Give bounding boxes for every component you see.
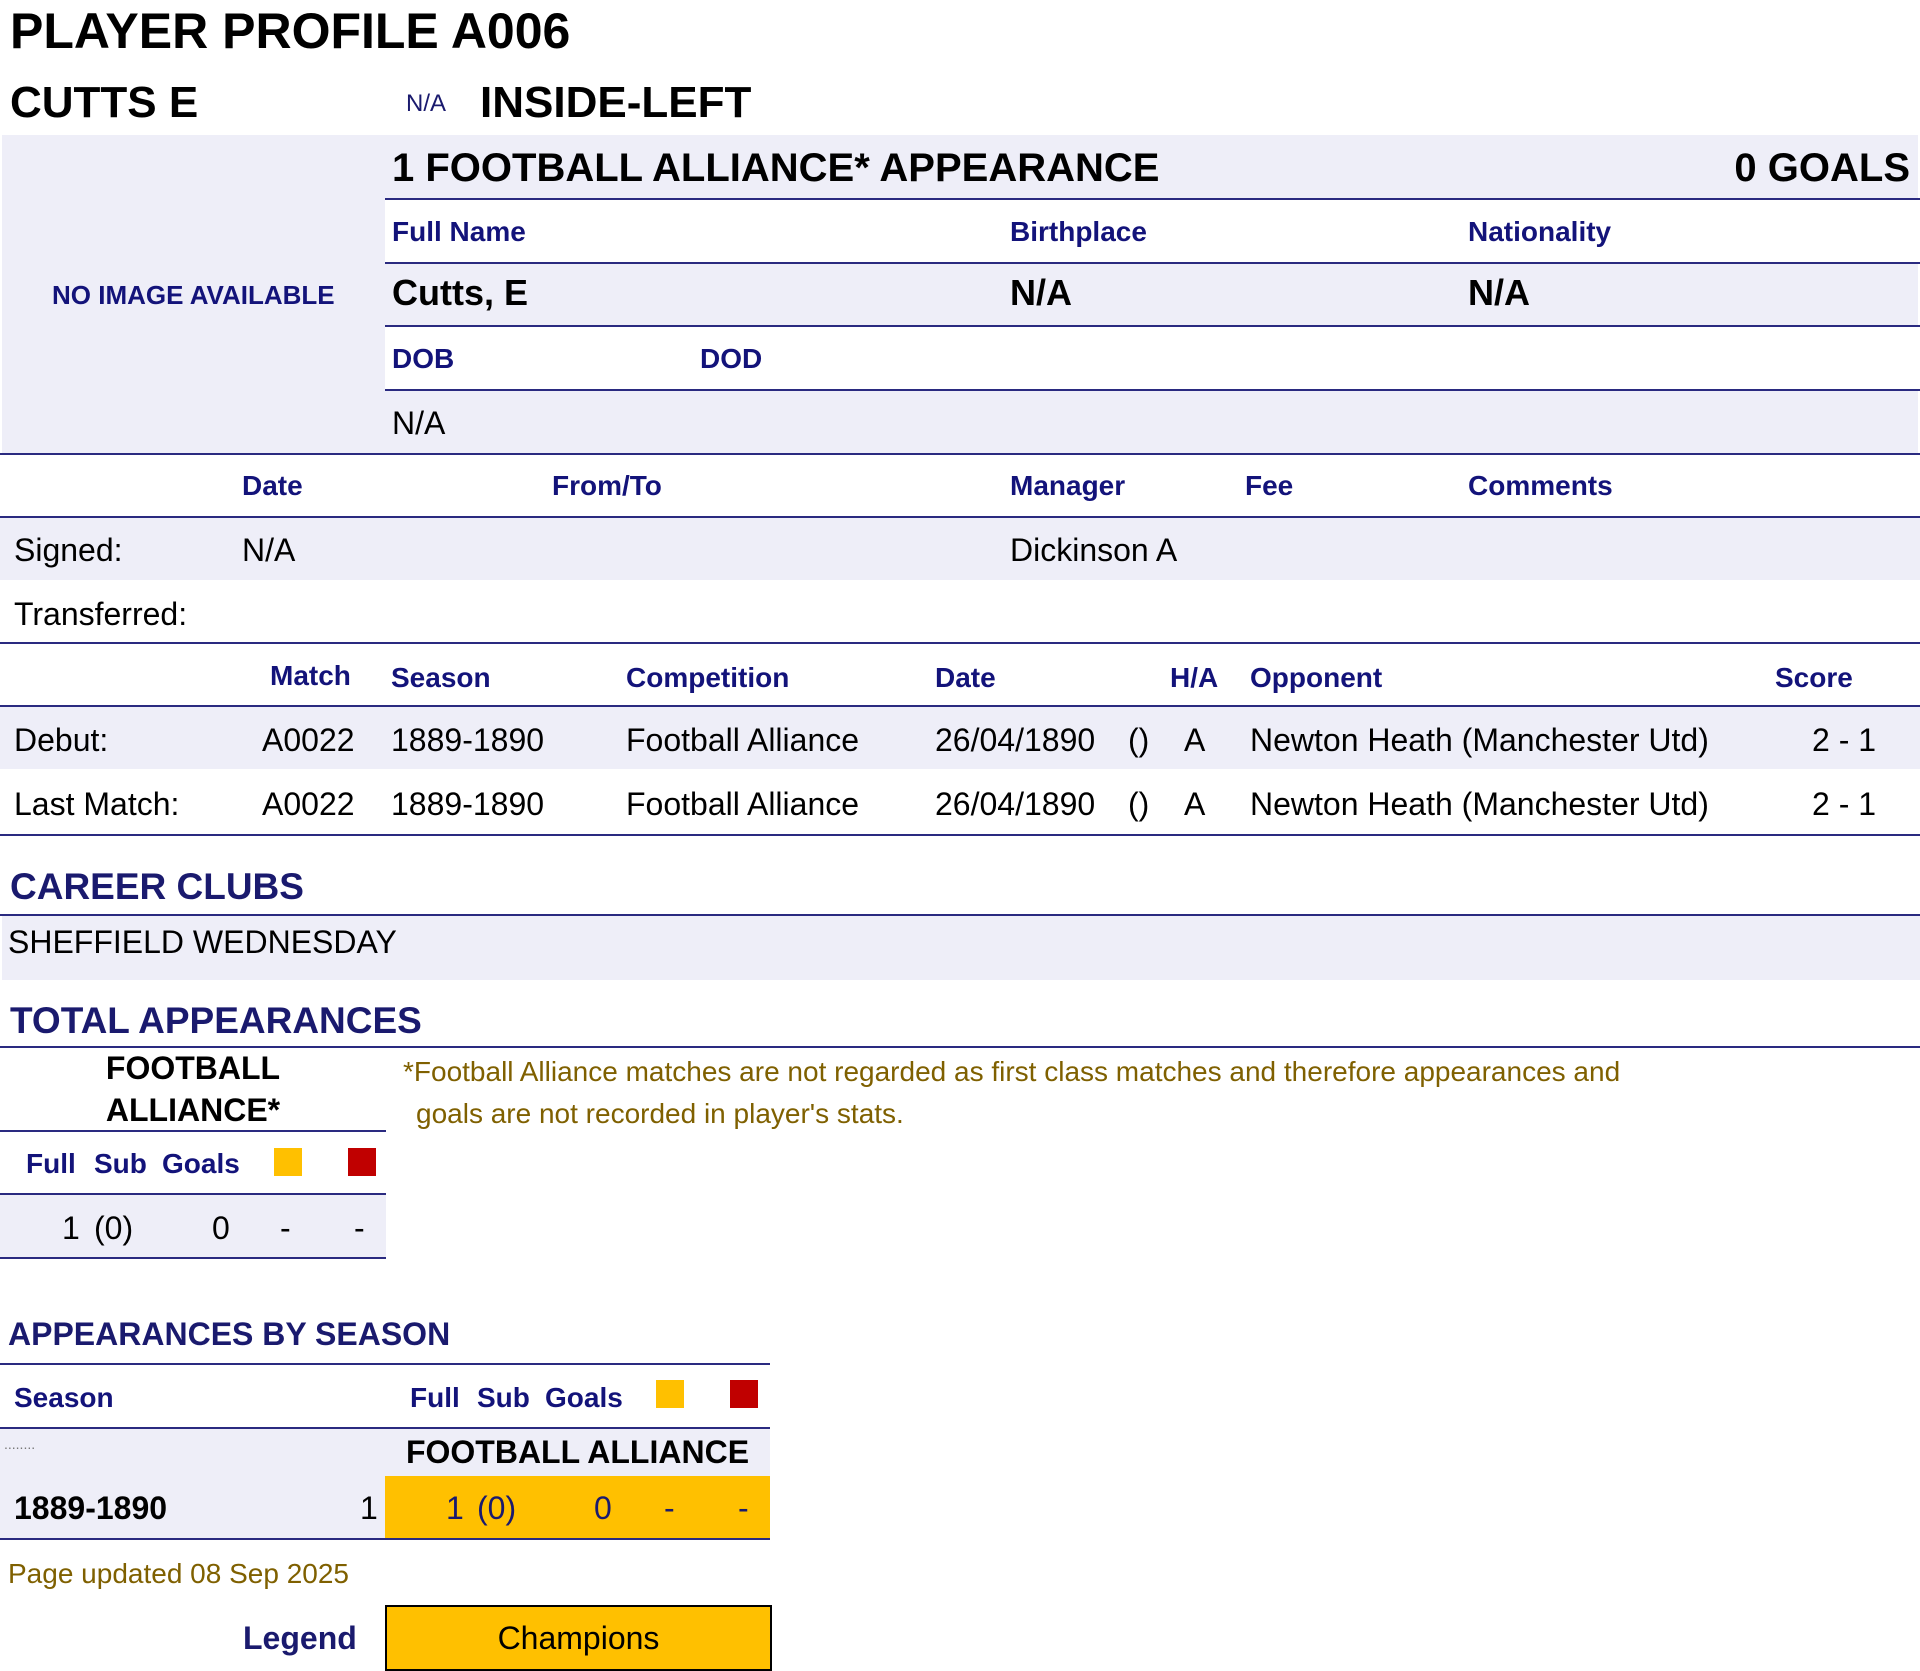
red-card-icon xyxy=(348,1148,376,1176)
divider xyxy=(0,1257,386,1259)
total-competition-line1: FOOTBALL xyxy=(105,1050,281,1086)
legend-champions-label: Champions xyxy=(497,1620,660,1656)
last-match-score: 2 - 1 xyxy=(1812,786,1877,822)
debut-score: 2 - 1 xyxy=(1812,722,1877,758)
signed-label: Signed: xyxy=(14,532,123,568)
season-header: Season xyxy=(391,662,491,693)
total-yellow-value: - xyxy=(280,1210,291,1246)
match-header: Match xyxy=(270,660,351,691)
by-season-yellow: - xyxy=(664,1490,675,1526)
divider xyxy=(0,1046,1920,1048)
birthplace-label: Birthplace xyxy=(1010,216,1147,247)
debut-match[interactable]: A0022 xyxy=(262,722,355,758)
divider xyxy=(0,642,1920,644)
divider xyxy=(385,389,1920,391)
transfer-fee-header: Fee xyxy=(1245,470,1294,501)
nationality-label: Nationality xyxy=(1468,216,1612,247)
dob-label: DOB xyxy=(392,343,455,374)
nationality-value: N/A xyxy=(1468,272,1530,313)
legend-label: Legend xyxy=(243,1620,357,1656)
appearance-summary: 1 FOOTBALL ALLIANCE* APPEARANCE xyxy=(392,146,1160,190)
alliance-note-line2: goals are not recorded in player's stats. xyxy=(416,1098,904,1129)
total-appearances-heading: TOTAL APPEARANCES xyxy=(10,1000,422,1041)
birthplace-value: N/A xyxy=(1010,272,1072,313)
squad-number: N/A xyxy=(406,90,447,117)
total-goals-value: 0 xyxy=(212,1210,230,1246)
bio-label-row xyxy=(385,200,1920,262)
dod-label: DOD xyxy=(700,343,763,374)
goals-summary: 0 GOALS xyxy=(1734,146,1910,190)
debut-extra: () xyxy=(1128,722,1150,758)
yellow-card-icon xyxy=(656,1380,684,1408)
by-season-heading: APPEARANCES BY SEASON xyxy=(8,1316,451,1352)
total-sub-label: Sub xyxy=(94,1148,147,1179)
transfer-from-to-header: From/To xyxy=(552,470,662,501)
yellow-card-icon xyxy=(274,1148,302,1176)
total-full-label: Full xyxy=(26,1148,76,1179)
transferred-label: Transferred: xyxy=(14,596,188,632)
debut-season: 1889-1890 xyxy=(391,722,545,758)
page-updated: Page updated 08 Sep 2025 xyxy=(8,1558,349,1589)
by-season-count: 1 xyxy=(360,1490,378,1526)
transfer-comments-header: Comments xyxy=(1468,470,1613,501)
divider xyxy=(0,1130,386,1132)
by-season-goals-label: Goals xyxy=(545,1382,623,1413)
competition-header: Competition xyxy=(626,662,790,693)
score-header: Score xyxy=(1775,662,1853,693)
debut-date: 26/04/1890 xyxy=(935,722,1096,758)
by-season-full: 1 xyxy=(446,1490,464,1526)
by-season-red: - xyxy=(738,1490,749,1526)
divider xyxy=(0,834,1920,836)
player-position: INSIDE-LEFT xyxy=(480,78,752,127)
total-full-value: 1 xyxy=(62,1210,80,1246)
total-goals-label: Goals xyxy=(162,1148,240,1179)
by-season-full-label: Full xyxy=(410,1382,460,1413)
champions-highlight-cell xyxy=(385,1476,770,1538)
last-match-extra: () xyxy=(1128,786,1150,822)
ha-header: H/A xyxy=(1170,662,1219,693)
full-name-label: Full Name xyxy=(392,216,526,247)
legend-champions xyxy=(385,1605,772,1671)
by-season-sub-label: Sub xyxy=(477,1382,530,1413)
player-short-name: CUTTS E xyxy=(10,78,199,127)
career-clubs-list: SHEFFIELD WEDNESDAY xyxy=(8,924,397,960)
last-match-opponent: Newton Heath (Manchester Utd) xyxy=(1250,786,1709,822)
last-match-date: 26/04/1890 xyxy=(935,786,1096,822)
row-dots: ........ xyxy=(4,1436,36,1452)
red-card-icon xyxy=(730,1380,758,1408)
total-sub-value: (0) xyxy=(94,1210,134,1246)
total-competition-line2: ALLIANCE* xyxy=(105,1092,281,1128)
by-season-goals: 0 xyxy=(594,1490,612,1526)
total-values-row xyxy=(0,1195,386,1257)
signed-manager: Dickinson A xyxy=(1010,532,1178,568)
page-title: PLAYER PROFILE A006 xyxy=(10,3,571,59)
alliance-note-line1: *Football Alliance matches are not regarded as first class matches and therefore appearances and xyxy=(403,1056,1621,1087)
full-name-value: Cutts, E xyxy=(392,272,529,313)
career-clubs-heading: CAREER CLUBS xyxy=(10,866,304,907)
last-match-season: 1889-1890 xyxy=(391,786,545,822)
opponent-header: Opponent xyxy=(1250,662,1383,693)
divider xyxy=(385,262,1920,264)
no-image-placeholder: NO IMAGE AVAILABLE xyxy=(52,280,335,310)
transfer-date-header: Date xyxy=(242,470,303,501)
date-header: Date xyxy=(935,662,996,693)
divider xyxy=(0,453,1920,455)
by-season-competition: FOOTBALL ALLIANCE xyxy=(405,1434,750,1470)
by-season-sub: (0) xyxy=(477,1490,517,1526)
debut-ha: A xyxy=(1184,722,1206,758)
dob-label-row xyxy=(385,327,1920,389)
last-match-label: Last Match: xyxy=(14,786,180,822)
debut-competition: Football Alliance xyxy=(626,722,860,758)
debut-opponent: Newton Heath (Manchester Utd) xyxy=(1250,722,1709,758)
debut-label: Debut: xyxy=(14,722,109,758)
total-red-value: - xyxy=(354,1210,365,1246)
divider xyxy=(0,1363,770,1365)
last-match-ha: A xyxy=(1184,786,1206,822)
last-match-competition: Football Alliance xyxy=(626,786,860,822)
signed-date: N/A xyxy=(242,532,296,568)
by-season-season-label: Season xyxy=(14,1382,114,1413)
transfer-manager-header: Manager xyxy=(1010,470,1126,501)
last-match-match[interactable]: A0022 xyxy=(262,786,355,822)
dob-value: N/A xyxy=(392,405,446,441)
by-season-season[interactable]: 1889-1890 xyxy=(14,1490,168,1526)
divider xyxy=(0,1538,770,1540)
